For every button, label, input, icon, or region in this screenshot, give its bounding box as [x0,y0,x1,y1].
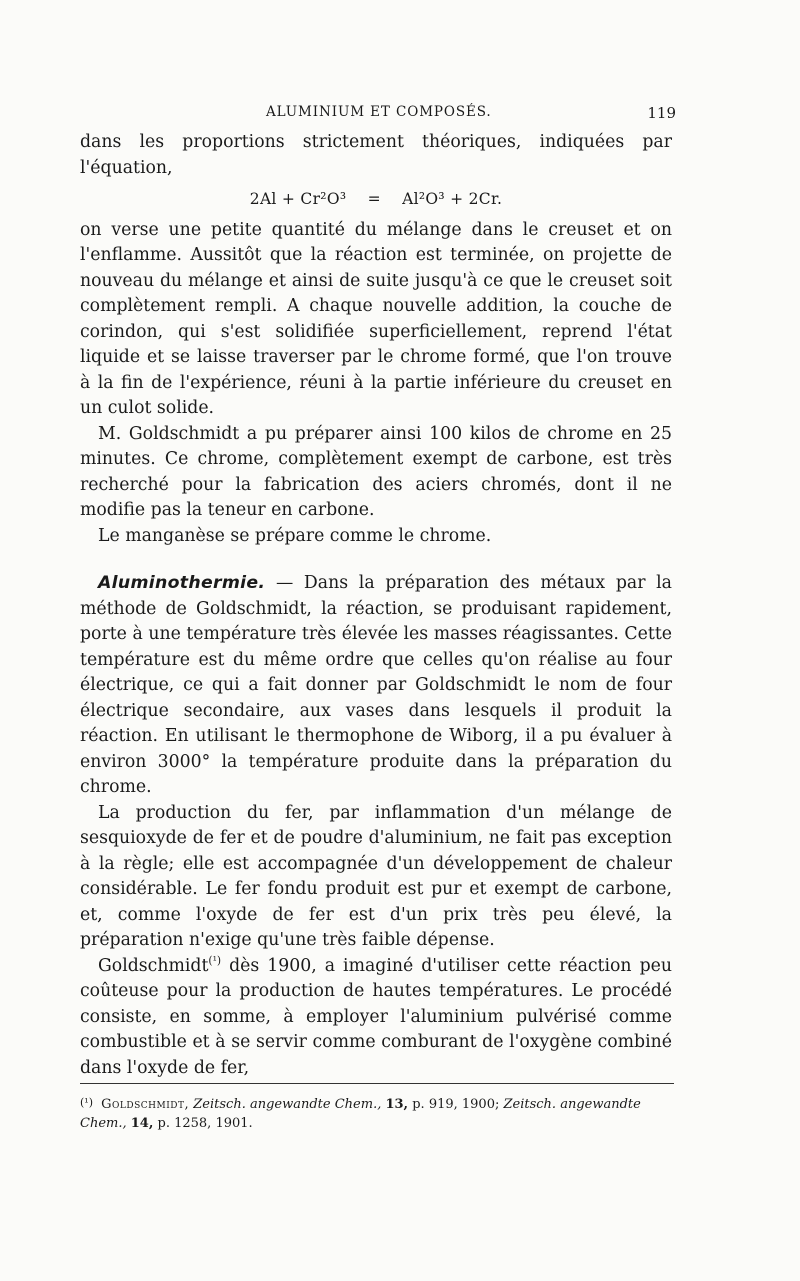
footnote-journal: Zeitsch. angewandte Chem., [80,1097,641,1131]
section-paragraph-text: — Dans la préparation des métaux par la méthode de Goldschmidt, la réaction, se produisant rapidement, porte à une température très élevée les masses réagissantes. Cette température est du même ordre que celles qu'on réalise au four électrique, ce qui a fait donner par Goldschmidt le nom de four électrique secondaire, aux vases dans lesquels il produit la réaction. En utilisant le thermophone de Wiborg, il a pu évaluer à environ 3000° la température produite dans la préparation du chrome. [80,573,672,797]
footnote-author: Goldschmidt, [101,1097,190,1112]
paragraph-lead: Goldschmidt [98,955,209,976]
footnote-reference[interactable]: (¹) [208,953,222,967]
section-paragraph [80,571,672,801]
footnote [80,1093,674,1133]
footnote-pages: p. 1258, 1901. [153,1116,253,1131]
footnote-marker: (¹) [80,1096,93,1109]
paragraph-continuation: dans les proportions strictement théoriques, indiquées par l'équation, [80,132,672,178]
footnote-divider [80,1083,674,1084]
body-text [80,130,672,1081]
running-head-title: ALUMINIUM ET COMPOSÉS. [266,104,492,120]
section-title: Aluminothermie. [98,573,266,593]
paragraph-text: dès 1900, a imaginé d'utiliser cette réaction peu coûteuse pour la production de hautes températures. Le procédé consiste, en somme, à employer l'aluminium pulvérisé comme combustible et à se servir comme comburant de l'oxygène combiné dans l'oxyde de fer, [80,955,672,1078]
footnote-pages: p. 919, 1900; [408,1097,500,1112]
footnote-volume: 13, [385,1097,409,1112]
paragraph [80,954,672,1082]
paragraph: La production du fer, par inflammation d'un mélange de sesquioxyde de fer et de poudre d'aluminium, ne fait pas exception à la règle; elle est accompagnée d'un développement de chaleur considérable. Le fer fondu produit est pur et exempt de carbone, et, comme l'oxyde de fer est d'un prix très peu élevé, la préparation n'exige qu'une très faible dépense. [80,802,672,950]
paragraph: on verse une petite quantité du mélange dans le creuset et on l'enflamme. Aussitôt que la réaction est terminée, on projette de nouveau du mélange et ainsi de suite jusqu'à ce que le creuset soit complètement rempli. A chaque nouvelle addition, la couche de corindon, qui s'est solidifiée superficiellement, reprend l'état liquide et se laisse traverser par le chrome formé, que l'on trouve à la fin de l'expérience, réuni à la partie inférieure du creuset en un culot solide. [80,219,672,418]
page-number: 119 [647,104,676,122]
chemical-equation [80,187,672,213]
paragraph: Le manganèse se prépare comme le chrome. [98,525,492,546]
section-spacer [80,549,672,571]
equation-equals: = [367,190,381,208]
equation-right-side: Al²O³ + 2Cr. [402,190,503,208]
equation-left-side: 2Al + Cr²O³ [249,190,347,208]
paragraph: M. Goldschmidt a pu préparer ainsi 100 kilos de chrome en 25 minutes. Ce chrome, complètement exempt de carbone, est très recherché pour la fabrication des aciers chromés, dont il ne modifie pas la teneur en carbone. [80,423,672,520]
footnote-journal: Zeitsch. angewandte Chem., [193,1097,382,1112]
footnote-volume: 14, [130,1116,154,1131]
